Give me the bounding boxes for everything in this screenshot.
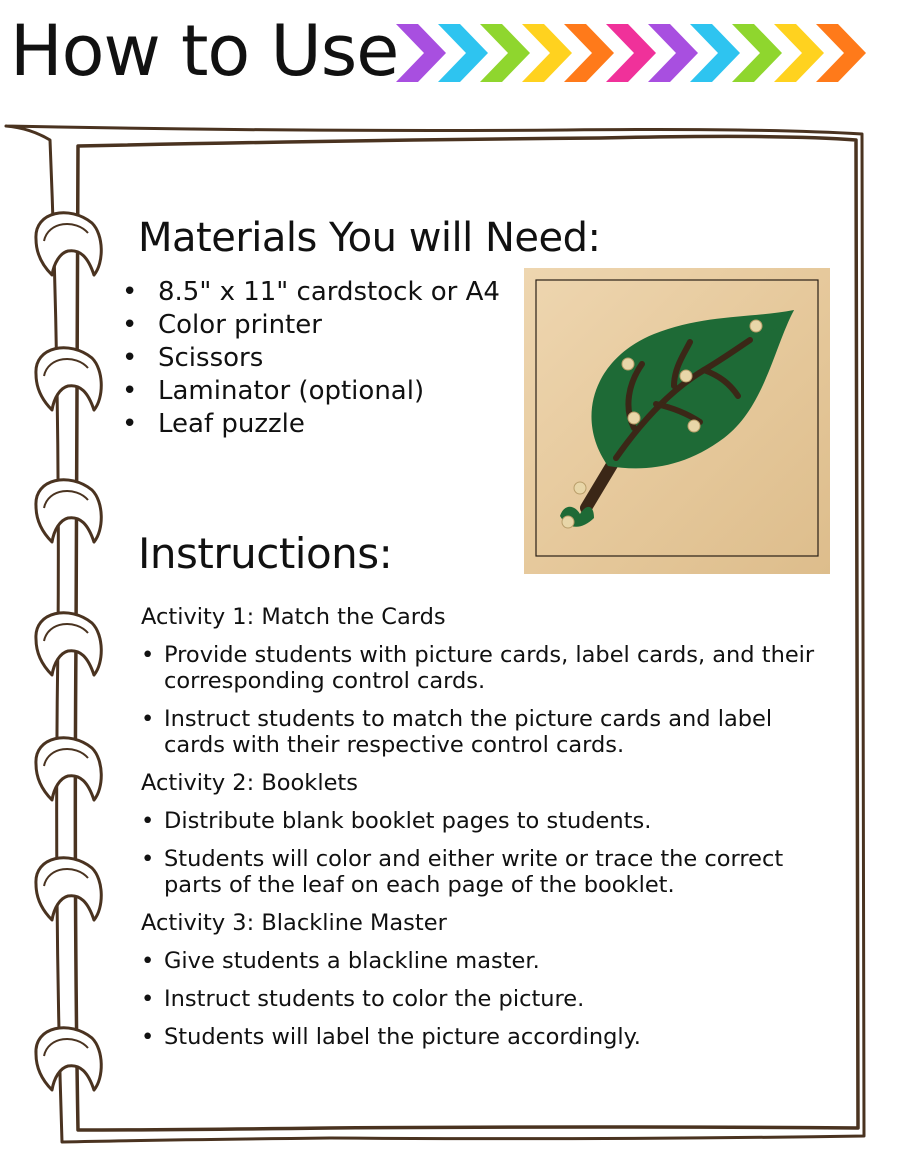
list-item: • Give students a blackline master. bbox=[141, 948, 821, 974]
binder-ring bbox=[36, 613, 101, 675]
binder-ring bbox=[36, 480, 101, 542]
activity-steps bbox=[141, 642, 821, 758]
instructions-body bbox=[141, 600, 821, 1062]
leaf-puzzle-photo bbox=[524, 268, 830, 574]
page-title: How to Use bbox=[10, 10, 399, 92]
activity-steps bbox=[141, 808, 821, 898]
activity-title: Activity 1: Match the Cards bbox=[141, 604, 446, 630]
list-item: • Leaf puzzle bbox=[122, 408, 500, 441]
binder-ring bbox=[36, 858, 101, 920]
activity-title: Activity 2: Booklets bbox=[141, 770, 358, 796]
activity-steps bbox=[141, 948, 821, 1050]
list-item: • Instruct students to color the picture. bbox=[141, 986, 821, 1012]
materials-list bbox=[122, 276, 500, 441]
list-item: • Laminator (optional) bbox=[122, 375, 500, 408]
binder-ring bbox=[36, 1028, 101, 1090]
list-item: • 8.5" x 11" cardstock or A4 bbox=[122, 276, 500, 309]
list-item: • Scissors bbox=[122, 342, 500, 375]
list-item: • Students will color and either write or trace the correct parts of the leaf on each page of the booklet. bbox=[141, 846, 821, 898]
list-item: • Provide students with picture cards, label cards, and their corresponding control cards. bbox=[141, 642, 821, 694]
list-item: • Instruct students to match the picture cards and label cards with their respective control cards. bbox=[141, 706, 821, 758]
binder-ring bbox=[36, 348, 101, 410]
list-item: • Distribute blank booklet pages to students. bbox=[141, 808, 821, 834]
list-item: • Color printer bbox=[122, 309, 500, 342]
instructions-heading: Instructions: bbox=[138, 529, 393, 578]
materials-heading: Materials You will Need: bbox=[138, 215, 601, 261]
binder-ring bbox=[36, 738, 101, 800]
list-item: • Students will label the picture accordingly. bbox=[141, 1024, 821, 1050]
activity-title: Activity 3: Blackline Master bbox=[141, 910, 447, 936]
binder-ring bbox=[36, 213, 101, 275]
